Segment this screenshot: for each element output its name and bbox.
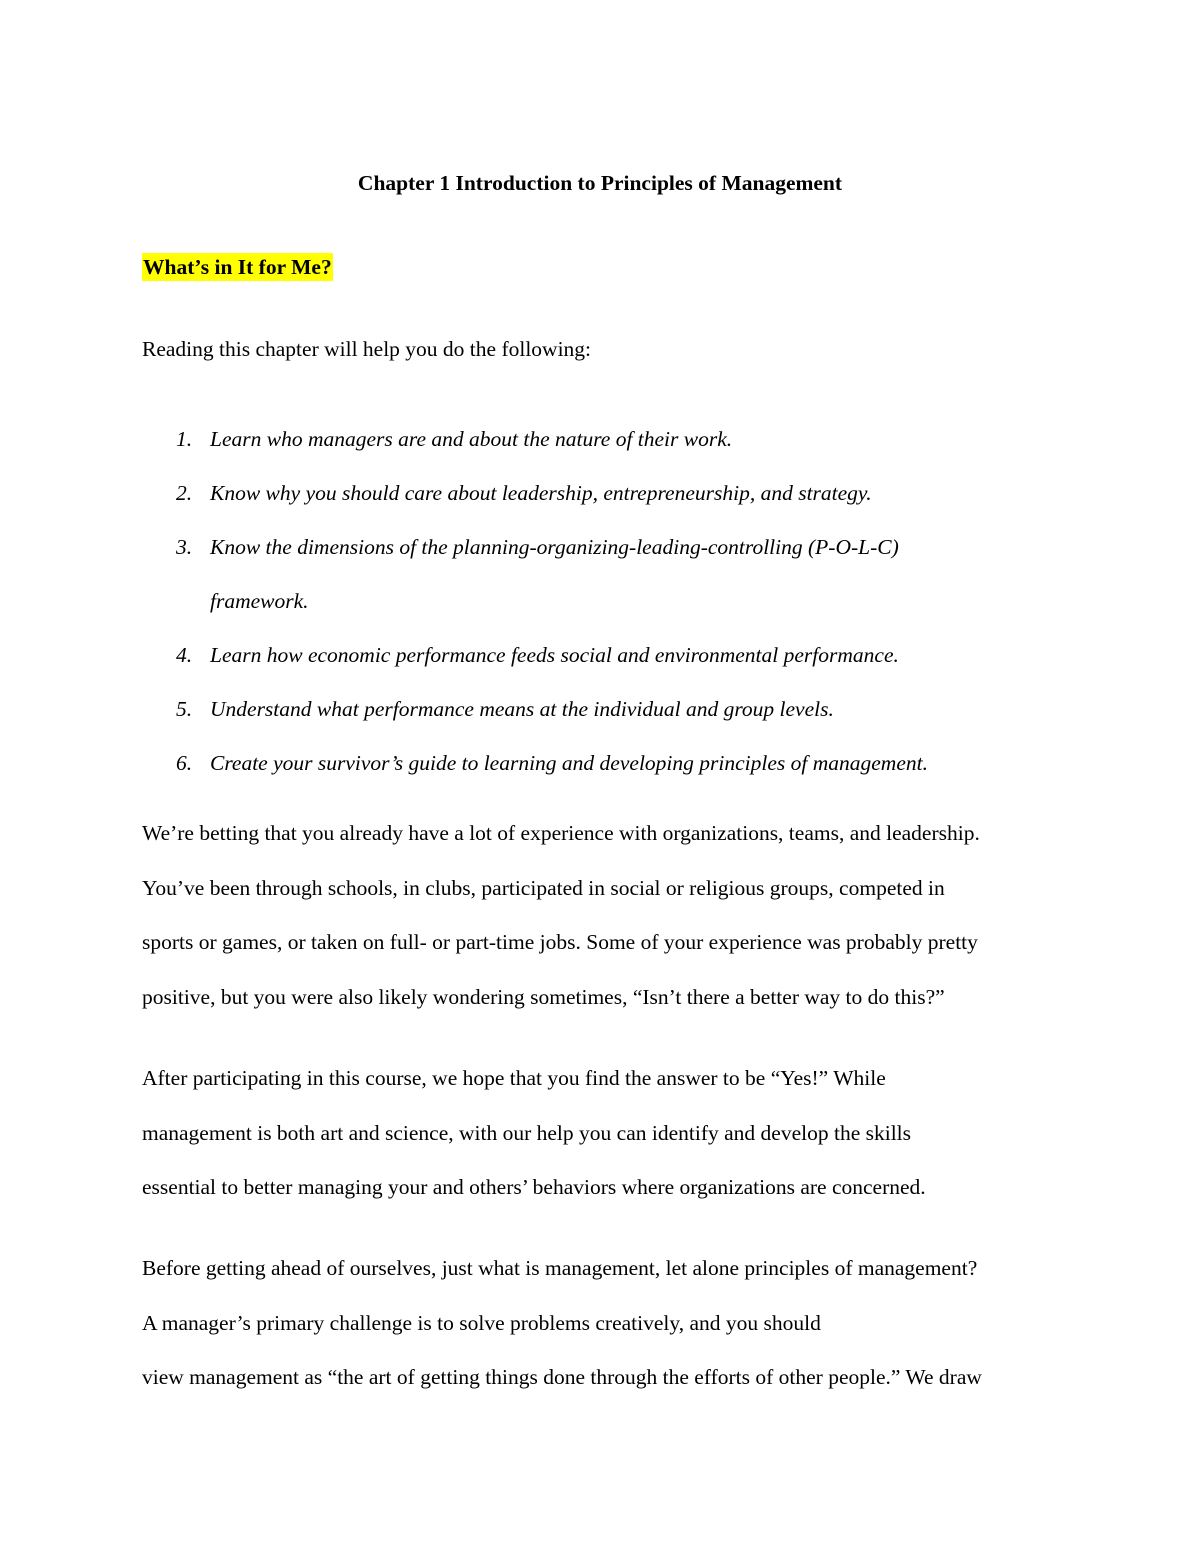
objective-item xyxy=(142,412,1082,466)
learning-objectives-list xyxy=(142,412,1082,790)
paragraph-line: Before getting ahead of ourselves, just what is management, let alone principles of management? xyxy=(142,1256,978,1280)
chapter-title: Chapter 1 Introduction to Principles of Management xyxy=(357,171,843,195)
objective-number: 6. xyxy=(176,751,193,775)
objective-text: Understand what performance means at the individual and group levels. xyxy=(210,697,834,721)
body-paragraph xyxy=(142,1241,1062,1405)
objective-number: 4. xyxy=(176,643,193,667)
objective-item xyxy=(142,682,1082,736)
objective-number: 1. xyxy=(176,427,193,451)
section-heading-highlighted: What’s in It for Me? xyxy=(143,255,332,279)
paragraph-line: A manager’s primary challenge is to solve problems creatively, and you should xyxy=(142,1310,821,1335)
paragraph-line: positive, but you were also likely wondering sometimes, “Isn’t there a better way to do this?” xyxy=(142,984,945,1009)
objective-number: 5. xyxy=(176,697,193,721)
body-paragraph xyxy=(142,806,1062,1024)
objective-number: 2. xyxy=(176,481,193,505)
intro-text: Reading this chapter will help you do the following: xyxy=(142,337,592,361)
paragraph-line: We’re betting that you already have a lot of experience with organizations, teams, and leadership. xyxy=(142,821,980,845)
objective-text: Create your survivor’s guide to learning and developing principles of management. xyxy=(210,751,928,775)
body-paragraph xyxy=(142,1051,1062,1215)
paragraph-line: After participating in this course, we hope that you find the answer to be “Yes!” While xyxy=(142,1066,886,1090)
objective-text: Learn how economic performance feeds social and environmental performance. xyxy=(210,643,899,667)
objective-text-continued: framework. xyxy=(210,589,309,613)
paragraph-line: view management as “the art of getting things done through the efforts of other people.” We draw xyxy=(142,1365,982,1389)
objective-item xyxy=(142,628,1082,682)
objective-item xyxy=(142,736,1082,790)
objective-number: 3. xyxy=(176,535,193,559)
paragraph-line: You’ve been through schools, in clubs, participated in social or religious groups, competed in xyxy=(142,875,945,900)
objective-item xyxy=(142,466,1082,520)
paragraph-line: sports or games, or taken on full- or part-time jobs. Some of your experience was probably pretty xyxy=(142,930,978,954)
paragraph-line: essential to better managing your and others’ behaviors where organizations are concerned. xyxy=(142,1175,926,1199)
objective-text: Learn who managers are and about the nature of their work. xyxy=(210,427,733,451)
objective-text: Know the dimensions of the planning-organizing-leading-controlling (P-O-L-C) xyxy=(210,535,899,559)
objective-item xyxy=(142,520,1082,628)
paragraph-line: management is both art and science, with our help you can identify and develop the skills xyxy=(142,1120,912,1145)
objective-text: Know why you should care about leadership, entrepreneurship, and strategy. xyxy=(210,481,872,505)
